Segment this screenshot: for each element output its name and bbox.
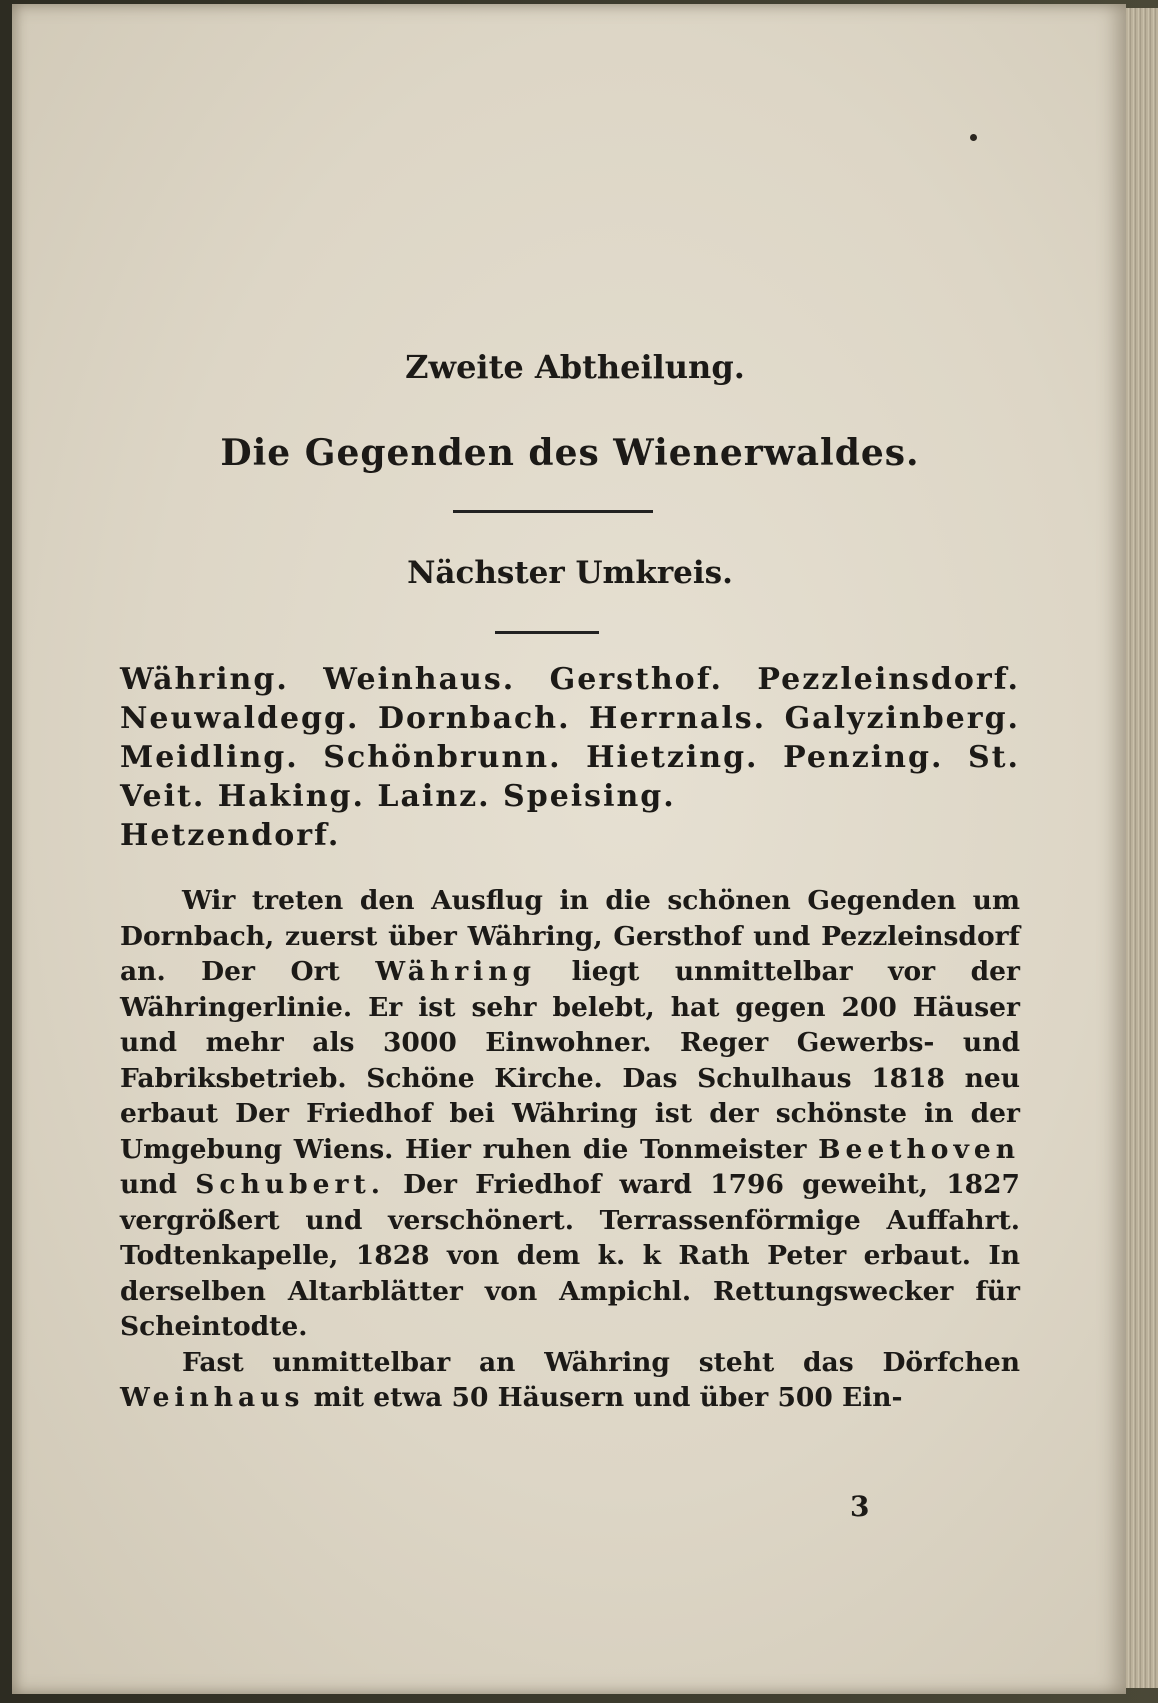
region-heading: Die Gegenden des Wienerwaldes. xyxy=(220,432,920,474)
page-content xyxy=(120,304,1020,1416)
place-list-text: Währing. Weinhaus. Gersthof. Pezzleinsdorf. Neuwaldegg. Dornbach. Herrnals. Galyzinberg. Meidling. Schönbrunn. Hietzing. Penzing. St. Veit. Haking. Lainz. Speising. xyxy=(120,662,1020,814)
place-list-last: Hetzendorf. xyxy=(120,818,341,853)
spaced-word: Schubert. xyxy=(195,1169,385,1200)
spaced-word: Weinhaus xyxy=(120,1382,305,1413)
paragraph xyxy=(120,1345,1020,1416)
spaced-word: Währing xyxy=(375,956,537,987)
divider-rule-short xyxy=(495,631,599,634)
page xyxy=(12,4,1126,1694)
divider-rule xyxy=(453,510,653,513)
page-number: 3 xyxy=(850,1490,870,1523)
page-edges xyxy=(1122,8,1158,1688)
text-run: Fast unmittelbar an Währing steht das Dörfchen xyxy=(182,1346,1020,1378)
text-run: mit etwa 50 Häusern und über 500 Ein- xyxy=(313,1382,903,1413)
place-list xyxy=(120,660,1020,855)
body-text xyxy=(120,883,1020,1416)
paragraph xyxy=(120,883,1020,1345)
text-run: und xyxy=(120,1169,178,1200)
subsection-heading: Nächster Umkreis. xyxy=(407,555,733,591)
text-run: Der Friedhof ward 1796 geweiht, 1827 vergrößert und verschönert. Terrassenförmige Auffahrt. Todtenkapelle, 1828 von dem k. k Rath Peter erbaut. In derselben Altarblätter von Ampichl. Rettungswecker für Scheintodte. xyxy=(120,1169,1020,1342)
part-heading: Zweite Abtheilung. xyxy=(405,348,745,386)
spaced-word: Beethoven xyxy=(818,1133,1020,1165)
ink-dot xyxy=(970,134,977,141)
text-run: liegt unmittelbar vor der Währingerlinie. Er ist sehr belebt, hat gegen 200 Häuser und mehr als 3000 Einwohner. Reger Gewerbs- und Fabriksbetrieb. Schöne Kirche. Das Schulhaus 1818 neu erbaut Der Friedhof bei Währing ist der schönste in der Umgebung Wiens. Hier ruhen die Tonmeister xyxy=(120,956,1021,1165)
text-run: Wir treten den Ausflug in die schönen Gegenden um Dornbach, zuerst über Währing, Gersthof und Pezzleinsdorf an. Der Ort xyxy=(120,885,1020,987)
